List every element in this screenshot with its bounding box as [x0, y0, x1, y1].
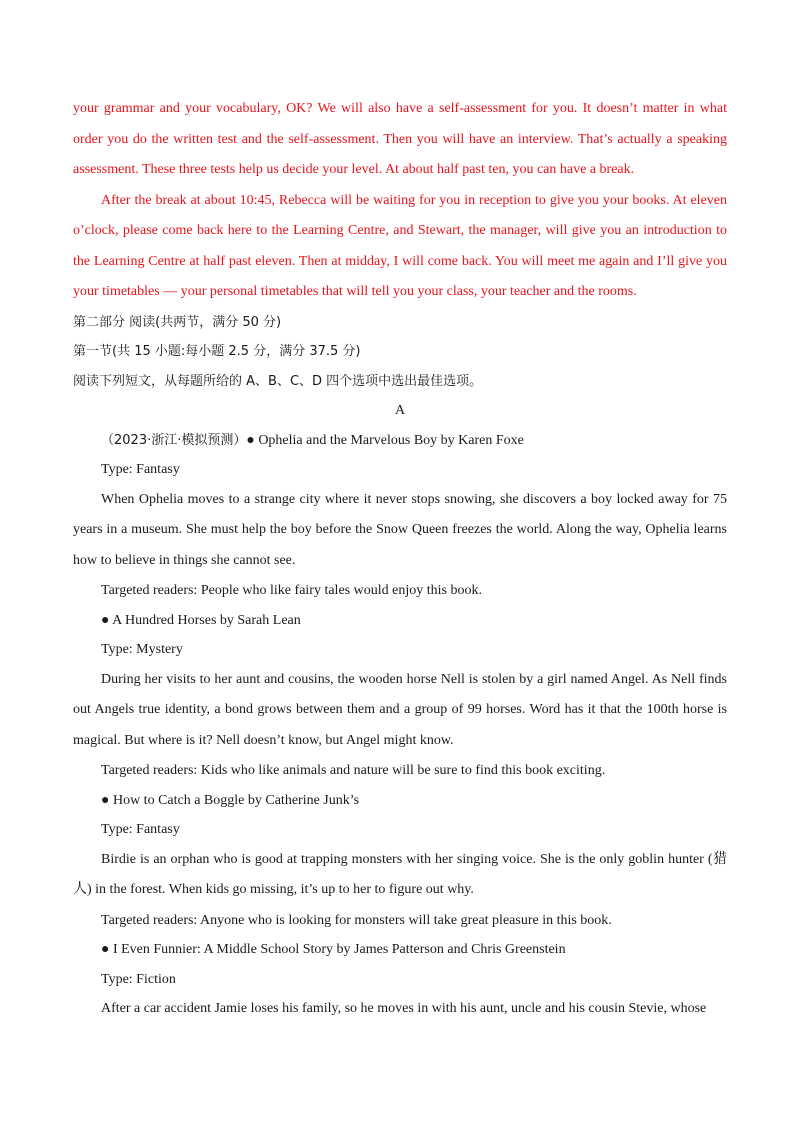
book-3-summary: Birdie is an orphan who is good at trapping monsters with her singing voice. She is the only goblin hunter (猎人) in the forest. When kids go missing, it’s up to her to figure out why. — [73, 851, 727, 897]
part-title: 第二部分 阅读(共两节，满分 50 分) — [73, 314, 282, 330]
book-4-summary: After a car accident Jamie loses his family, so he moves in with his aunt, uncle and his cousin Stevie, whose — [101, 1001, 707, 1016]
transcript-paragraph-1: your grammar and your vocabulary, OK? We will also have a self-assessment for you. It doesn’t matter in what order you do the written test and the self-assessment. Then you will have an interview. That’s actually a speaking assessment. These three tests help us decide your level. At about half past ten, you can have a break. — [73, 101, 727, 177]
book-1-readers: Targeted readers: People who like fairy tales would enjoy this book. — [101, 583, 482, 598]
book-1-type: Type: Fantasy — [101, 462, 180, 477]
book-2-summary: During her visits to her aunt and cousins, the wooden horse Nell is stolen by a girl named Angel. As Nell finds out Angels true identity, a bond grows between them and a group of 99 horses. Word has it that the 100th horse is magical. But where is it? Nell doesn’t know, but Angel might know. — [73, 671, 727, 748]
page-content — [73, 94, 727, 1025]
book-3-readers: Targeted readers: Anyone who is looking for monsters will take great pleasure in this book. — [101, 912, 612, 928]
transcript-paragraph-2: After the break at about 10:45, Rebecca will be waiting for you in reception to give you your books. At eleven o’clock, please come back here to the Learning Centre, and Stewart, the manager, will give you an introduction to the Learning Centre at half past eleven. Then at midday, I will come back. You will meet me again and I’ll give you your timetables — your personal timetables that will tell you your class, your teacher and the rooms. — [73, 192, 727, 299]
instruction: 阅读下列短文，从每题所给的 A、B、C、D 四个选项中选出最佳选项。 — [73, 373, 483, 389]
section-subtitle: 第一节(共 15 小题:每小题 2.5 分，满分 37.5 分) — [73, 344, 361, 359]
book-1-title-line — [73, 426, 727, 456]
passage-letter: A — [394, 403, 406, 418]
book-2-readers: Targeted readers: Kids who like animals and nature will be sure to find this book exciting. — [101, 763, 606, 778]
book-3-type: Type: Fantasy — [101, 822, 180, 837]
book-4-type: Type: Fiction — [101, 971, 176, 987]
source-tag: （2023·浙江·模拟预测） — [101, 432, 247, 448]
book-2-title: ● A Hundred Horses by Sarah Lean — [101, 612, 301, 628]
book-2-type: Type: Mystery — [101, 642, 183, 657]
book-4-title: ● I Even Funnier: A Middle School Story by James Patterson and Chris Greenstein — [101, 942, 566, 957]
book-1-summary: When Ophelia moves to a strange city where it never stops snowing, she discovers a boy locked away for 75 years in a museum. She must help the boy before the Snow Queen freezes the world. Along the way, Ophelia learns how to believe in things she cannot see. — [73, 491, 727, 568]
book-3-title: ● How to Catch a Boggle by Catherine Junk’s — [101, 792, 360, 808]
book-1-title: ● Ophelia and the Marvelous Boy by Karen Foxe — [246, 432, 524, 448]
